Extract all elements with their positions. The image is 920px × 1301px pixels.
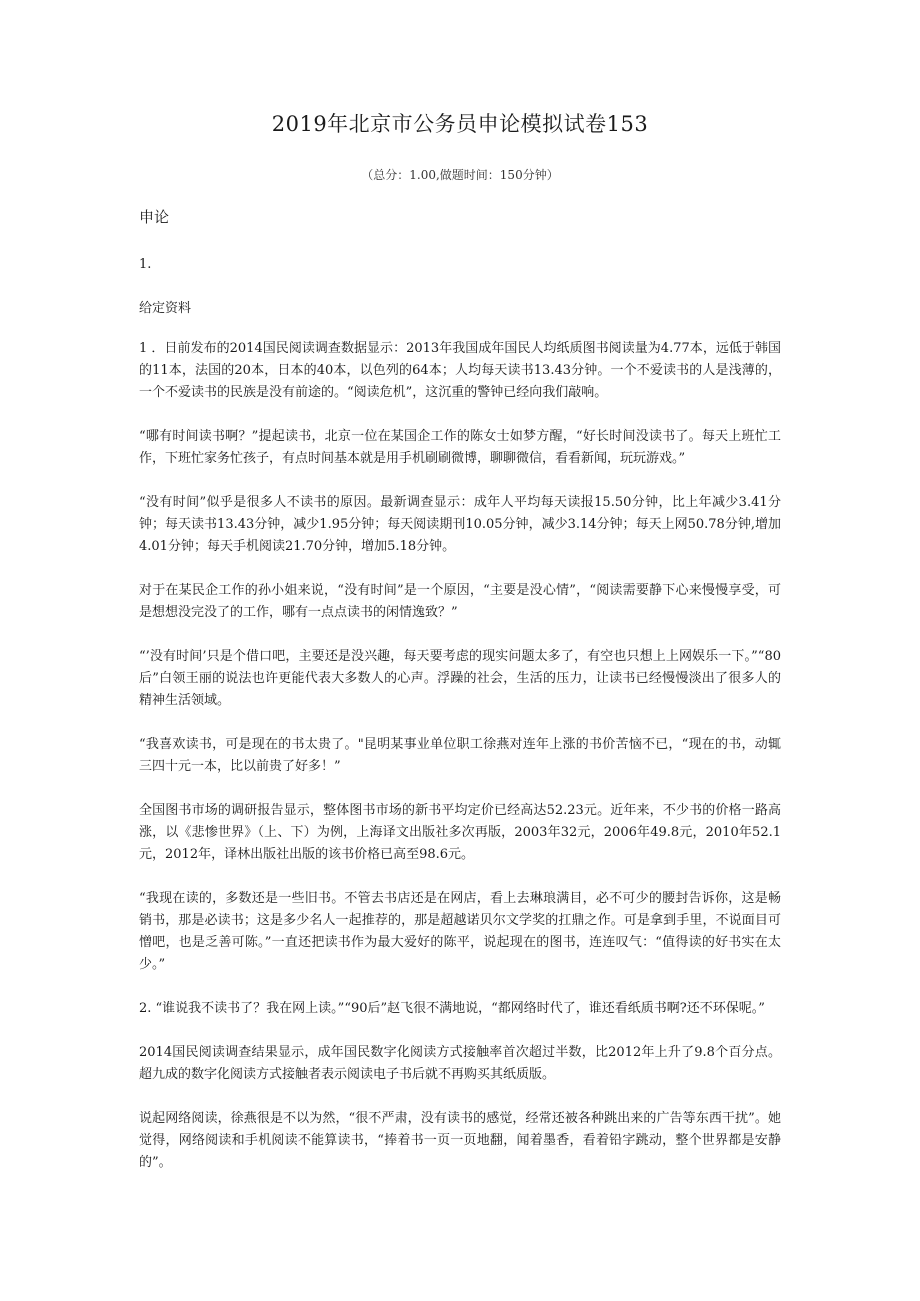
material-label: 给定资料 xyxy=(139,301,192,316)
paragraph: “我喜欢读书，可是现在的书太贵了。"昆明某事业单位职工徐燕对连年上涨的书价苦恼不已，“现在的书，动辄三四十元一本，比以前贵了好多！” xyxy=(139,737,781,774)
exam-meta: （总分：1.00,做题时间：150分钟） xyxy=(361,168,559,182)
paragraph: “’没有时间’只是个借口吧，主要还是没兴趣，每天要考虑的现实问题太多了，有空也只想上上网娱乐一下。”“80后”白领王丽的说法也许更能代表大多数人的心声。浮躁的社会，生活的压力，让读书已经慢慢淡出了很多人的精神生活领域。 xyxy=(139,649,781,708)
paragraph: 对于在某民企工作的孙小姐来说，“没有时间”是一个原因，“主要是没心情”，“阅读需要静下心来慢慢享受，可是想想没完没了的工作，哪有一点点读书的闲情逸致？” xyxy=(139,583,781,620)
paragraph: “哪有时间读书啊？”提起读书，北京一位在某国企工作的陈女士如梦方醒，“好长时间没读书了。每天上班忙工作，下班忙家务忙孩子，有点时间基本就是用手机刷刷微博，聊聊微信，看看新闻，玩玩游戏。” xyxy=(139,429,781,466)
section-heading: 申论 xyxy=(139,208,170,226)
question-number: 1. xyxy=(139,257,152,272)
paragraph: 全国图书市场的调研报告显示，整体图书市场的新书平均定价已经高达52.23元。近年来，不少书的价格一路高涨，以《悲惨世界》（上、下）为例，上海译文出版社多次再版，2003年32元，2006年49.8元，2010年52.1元，2012年，译林出版社出版的该书价格已高至98.6元。 xyxy=(139,803,781,862)
material-body xyxy=(139,338,781,1196)
paragraph: 2014国民阅读调查结果显示，成年国民数字化阅读方式接触率首次超过半数，比2012年上升了9.8个百分点。超九成的数字化阅读方式接触者表示阅读电子书后就不再购买其纸质版。 xyxy=(139,1045,781,1082)
paragraph: 说起网络阅读，徐燕很是不以为然，“很不严肃，没有读书的感觉，经常还被各种跳出来的广告等东西干扰”。她觉得，网络阅读和手机阅读不能算读书，“捧着书一页一页地翻，闻着墨香，看着铅字跳动，整个世界都是安静的”。 xyxy=(139,1111,781,1170)
paragraph: 1 ．日前发布的2014国民阅读调查数据显示：2013年我国成年国民人均纸质图书阅读量为4.77本，远低于韩国的11本，法国的20本，日本的40本，以色列的64本；人均每天读书13.43分钟。一个不爱读书的人是浅薄的，一个不爱读书的民族是没有前途的。“阅读危机”，这沉重的警钟已经向我们敲响。 xyxy=(139,341,781,400)
paragraph: “我现在读的，多数还是一些旧书。不管去书店还是在网店，看上去琳琅满目，必不可少的腰封告诉你，这是畅销书，那是必读书；这是多少名人一起推荐的，那是超越诺贝尔文学奖的扛鼎之作。可是拿到手里，不说面目可憎吧，也是乏善可陈。”一直还把读书作为最大爱好的陈平，说起现在的图书，连连叹气：“值得读的好书实在太少。” xyxy=(139,891,781,972)
paragraph: “没有时间”似乎是很多人不读书的原因。最新调查显示：成年人平均每天读报15.50分钟，比上年减少3.41分钟；每天读书13.43分钟，减少1.95分钟；每天阅读期刊10.05分钟，减少3.14分钟；每天上网50.78分钟,增加4.01分钟；每天手机阅读21.70分钟，增加5.18分钟。 xyxy=(139,495,781,554)
page-title: 2019年北京市公务员申论模拟试卷153 xyxy=(271,112,649,136)
paragraph: 2. “谁说我不读书了？我在网上读。”“90后”赵飞很不满地说，“都网络时代了，谁还看纸质书啊?还不环保呢。” xyxy=(139,1001,765,1016)
